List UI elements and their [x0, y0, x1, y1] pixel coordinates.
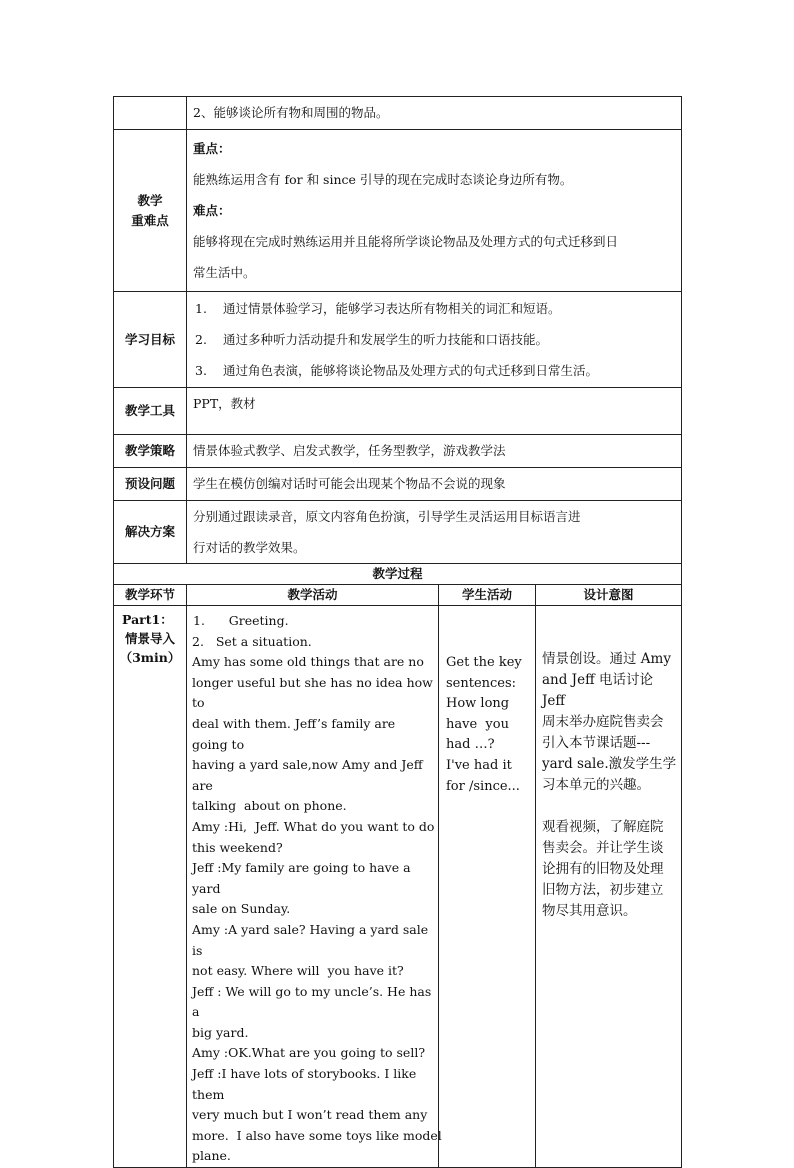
teaching-strategy-text: 情景体验式教学、启发式教学，任务型教学，游戏教学法	[187, 435, 682, 468]
part1-design-intent	[536, 606, 682, 1168]
solution-text-1: 分别通过跟读录音，原文内容角色扮演，引导学生灵活运用目标语言进	[193, 509, 581, 524]
activity-line: Amy :Hi, Jeff. What do you want to do	[192, 818, 435, 834]
student-line: had …?	[446, 737, 495, 753]
teaching-tools-row	[114, 388, 682, 435]
difficult-point-title: 难点：	[193, 203, 231, 218]
key-point-title: 重点：	[193, 141, 231, 156]
activity-line: big yard.	[192, 1024, 249, 1040]
activity-line: very much but I won’t read them any	[192, 1107, 428, 1123]
student-line: have you	[446, 716, 509, 732]
solution-label: 解决方案	[114, 501, 187, 564]
header-stage: 教学环节	[114, 585, 187, 606]
activity-line: more. I also have some toys like model	[192, 1127, 442, 1143]
process-header-row	[114, 585, 682, 606]
activity-line: Amy :A yard sale? Having a yard sale is	[192, 921, 429, 958]
difficulty-row	[114, 130, 682, 292]
teaching-strategy-label: 教学策略	[114, 435, 187, 468]
student-line: Get the key	[446, 655, 522, 670]
student-line: How long	[446, 696, 510, 712]
activity-line: Jeff :My family are going to have a yard	[192, 860, 411, 896]
activity-line: Amy has some old things that are no	[192, 654, 424, 670]
objective-continuation-row	[114, 97, 682, 130]
teaching-tools-label: 教学工具	[114, 388, 187, 435]
difficult-point-text-2: 常生活中。	[193, 265, 256, 280]
difficult-point-text-1: 能够将现在完成时熟练运用并且能将所学谈论物品及处理方式的句式迁移到日	[193, 234, 619, 249]
student-line: for /since...	[446, 778, 520, 794]
preset-problem-text: 学生在模仿创编对话时可能会出现某个物品不会说的现象	[187, 468, 682, 501]
process-part1-row	[114, 606, 682, 1168]
student-line: sentences:	[446, 675, 517, 691]
header-student-activity: 学生活动	[439, 585, 536, 606]
activity-line: not easy. Where will you have it?	[192, 963, 404, 979]
part1-label: Part1： 情景导入 （3min）	[114, 606, 187, 1168]
activity-line: having a yard sale,now Amy and Jeff are	[192, 757, 423, 793]
lesson-plan-table	[113, 96, 682, 1168]
learning-goals-label: 学习目标	[114, 292, 187, 388]
activity-line: deal with them. Jeff’s family are going to	[192, 715, 396, 752]
preset-problem-row	[114, 468, 682, 501]
solution-text-2: 行对话的教学效果。	[193, 540, 306, 555]
goal-item: 2. 通过多种听力活动提升和发展学生的听力技能和口语技能。	[195, 332, 549, 347]
objective-item-2: 2、能够谈论所有物和周围的物品。	[193, 105, 389, 120]
activity-line: Jeff : We will go to my uncle’s. He has a	[192, 983, 432, 1020]
process-title: 教学过程	[114, 564, 682, 585]
intent-paragraph-2: 观看视频，了解庭院 售卖会。并让学生谈 论拥有的旧物及处理 旧物方法，初步建立 物尽其用意识。	[542, 819, 664, 919]
header-design-intent: 设计意图	[536, 585, 682, 606]
activity-line: 2. Set a situation.	[192, 633, 312, 649]
key-point-text: 能熟练运用含有 for 和 since 引导的现在完成时态谈论身边所有物。	[193, 172, 573, 187]
activity-line: 1. Greeting.	[193, 613, 289, 628]
activity-line: Jeff :I have lots of storybooks. I like them	[192, 1066, 417, 1102]
activity-line: plane.	[192, 1148, 231, 1164]
goal-item: 1. 通过情景体验学习，能够学习表达所有物相关的词汇和短语。	[195, 301, 561, 316]
goal-item: 3. 通过角色表演，能够将谈论物品及处理方式的句式迁移到日常生活。	[195, 363, 599, 378]
part1-student-activity	[439, 606, 536, 1168]
student-line: I've had it	[446, 757, 512, 773]
part1-teaching-activity	[187, 606, 442, 1168]
preset-problem-label: 预设问题	[114, 468, 187, 501]
teaching-strategy-row	[114, 435, 682, 468]
activity-line: this weekend?	[192, 839, 283, 855]
activity-line: sale on Sunday.	[192, 901, 291, 917]
activity-line: talking about on phone.	[192, 798, 347, 814]
learning-goals-row	[114, 292, 682, 388]
intent-paragraph-1: 情景创设。通过 Amy and Jeff 电话讨论 Jeff 周末举办庭院售卖会 引入本节课话题--- yard sale.激发学生学 习本单元的兴趣。	[542, 651, 677, 793]
activity-line: longer useful but she has no idea how to	[192, 674, 433, 711]
header-teaching-activity: 教学活动	[187, 585, 439, 606]
teaching-tools-text: PPT，教材	[187, 388, 682, 435]
process-title-row	[114, 564, 682, 585]
difficulty-label: 教学 重难点	[114, 130, 187, 292]
activity-line: Amy :OK.What are you going to sell?	[192, 1045, 426, 1061]
solution-row	[114, 501, 682, 564]
